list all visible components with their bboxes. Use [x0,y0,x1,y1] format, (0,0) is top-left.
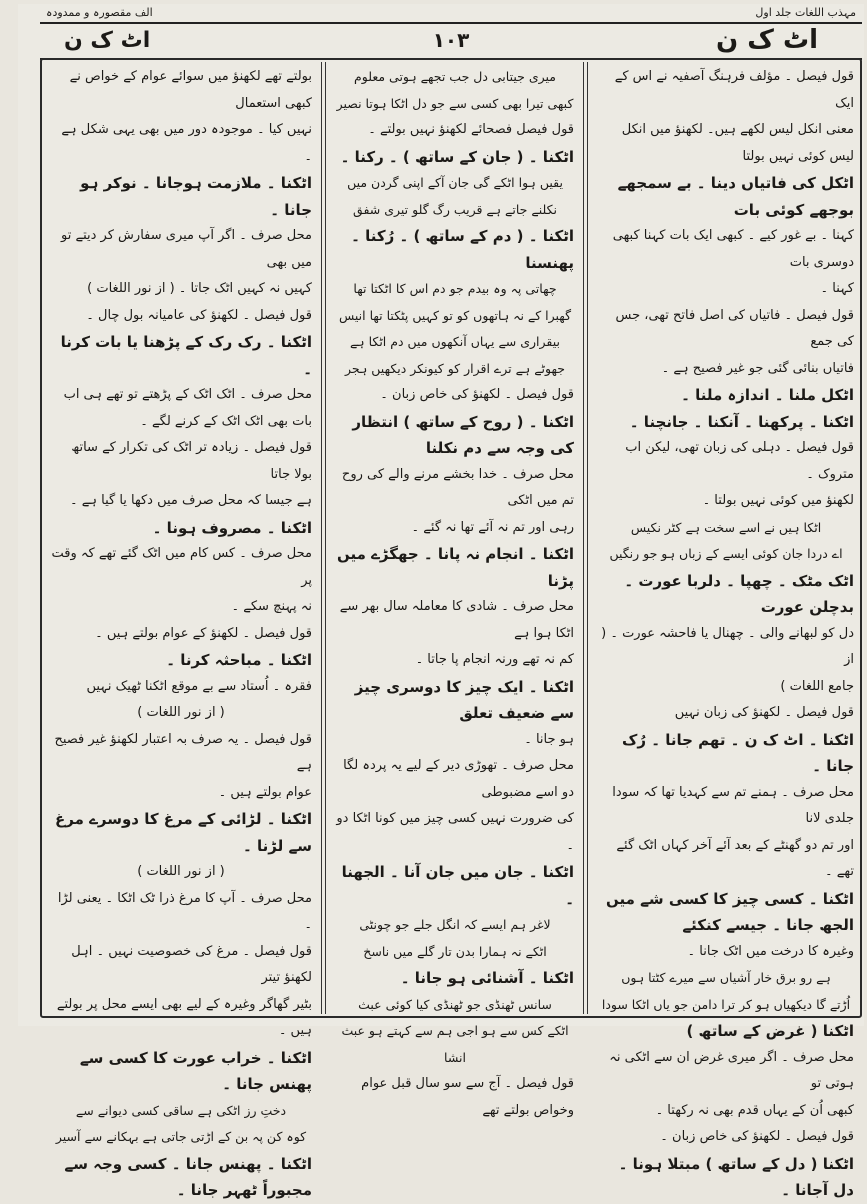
title-bar [40,22,862,60]
entry-headword-line: اٹکنا ۔ پرکھنا ۔ آنکنا ۔ جانچنا ۔ [629,412,854,431]
entry-text-line: لکھنؤ میں کوئی نہیں بولتا ۔ [702,493,854,508]
column-divider [583,62,588,1014]
entry-text-line: قول فیصل فصحائے لکھنؤ نہیں بولتے ۔ [368,122,574,137]
entry-text-line: محل صرف ۔ ہمنے تم سے کہدیا تھا کہ سودا جلدی لانا [612,784,854,826]
entry-text-line: قول فیصل ۔ لکھنؤ کی خاص زبان ۔ [380,387,574,402]
entry-headword-line: اٹکنا ۔ مباحثہ کرنا ۔ [166,651,312,669]
entry-text-line: معنی انکل لیس لکھے ہیں۔ لکھنؤ میں انکل لیس کوئی نہیں بولتا [621,122,854,164]
entry-text-line: جامع اللغات ) [780,678,854,694]
entry-headword-line: اٹکنا ۔ ( روح کے ساتھ ) انتظار کی وجہ سے دم نکلنا [352,412,574,457]
verse-line: کوہ کن پہ بن کے اڑتی جاتی ہے بہکانے سے آسیر [55,1129,307,1144]
verse-line: دختِ رز اٹکی ہے ساقی کسی دیوانے سے [75,1102,287,1118]
entry-headword-line: اٹکل ملنا ۔ اندازہ ملنا ۔ [681,386,854,404]
entry-text-line: عوام بولتے ہیں ۔ [218,784,312,800]
book-title: مہذب اللغات جلد اول [755,6,856,19]
entry-text-line: قول فیصل ۔ لکھنؤ کی عامیانہ بول چال ۔ [86,307,312,323]
entry-text-line: قول فیصل ۔ دہلی کی زبان تھی، لیکن اب متروک ۔ [625,440,854,482]
column-right [598,64,854,1199]
entry-headword-line: اٹکنا ۔ مصروف ہونا ۔ [152,518,312,537]
entry-text-line: کی ضرورت نہیں کسی چیز میں کونا اٹکا دو ۔ [336,811,574,853]
verse-line: بیقراری سے یہاں آنکھوں میں دم اٹکا ہے [349,334,561,349]
entry-text-line: نہ پہنچ سکے ۔ [231,599,312,614]
entry-text-line: نہیں کیا ۔ موجودہ دور میں بھی یہی شکل ہے ۔ [61,122,312,164]
verse-line: سانس ٹھنڈی جو ٹھنڈی کیا کوئی عبث [358,996,552,1012]
entry-text-line: کہیں نہ کہیں اٹک جاتا ۔ ( از نور اللغات ) [87,281,312,296]
entry-text-line: دل کو لبھانے والی ۔ چھنال یا فاحشہ عورت ۔ ( از [601,625,854,667]
entry-text-line: محل صرف ۔ اٹک اٹک کے پڑھتے تو تھے ہی اب [63,387,312,402]
entry-text-line: قول فیصل ۔ لکھنؤ کے عوام بولتے ہیں ۔ [95,625,312,641]
entry-text-line: بات بھی اٹک اٹک کے کرنے لگے ۔ [140,413,312,429]
guide-word-left: اٹ ک ن [64,28,151,53]
entry-headword-line: اٹکنا ۔ ملازمت ہوجانا ۔ نوکر ہو جانا ۔ [80,174,312,219]
entry-headword-line: اٹکنا ۔ پھنس جانا ۔ کسی وجہ سے مجبوراً ٹھہر جانا ۔ [64,1154,312,1199]
entry-headword-line: اٹکنا ۔ کسی چیز کا کسی شے میں الجھ جانا ۔ جیسے کنکئے [606,889,854,934]
entry-text-line: قول فیصل ۔ مرغ کی خصوصیت نہیں ۔ اہل لکھنؤ تیتر [71,943,312,985]
entry-headword-line: اٹک مٹک ۔ چھپا ۔ دلربا عورت ۔ بدچلن عورت [624,571,854,616]
entry-text-line: قول فیصل ۔ زیادہ تر اٹک کی تکرار کے ساتھ بولا جاتا [71,440,312,482]
column-divider [321,62,326,1014]
page-number: ۱۰۳ [432,28,470,52]
entry-headword-line: اٹکنا ۔ ایک چیز کا دوسری چیز سے ضعیف تعلق [354,677,574,722]
entry-text-line: کہنا ۔ بے غور کیے ۔ کبھی ایک بات کہنا کبھی دوسری بات [612,228,854,270]
entry-headword-line: اٹکنا ۔ اٹ ک ن ۔ تھم جانا ۔ رُک جانا ۔ [622,730,854,775]
entry-text-line: بولتے تھے لکھنؤ میں سوائے عوام کے خواص نے کبھی استعمال [69,69,312,111]
entry-text-line: قول فیصل ۔ لکھنؤ کی خاص زبان ۔ [660,1129,854,1144]
entry-headword-line: اٹکنا ۔ انجام نہ پانا ۔ جھگڑے میں پڑنا [336,545,574,590]
entry-text-line: وغیرہ کا درخت میں اٹک جانا ۔ [687,943,854,959]
entry-text-line: فاتیاں بنائی گئی جو غیر فصیح ہے ۔ [661,360,854,376]
entry-text-line: محل صرف ۔ شادی کا معاملہ سال بھر سے اٹکا ہوا ہے [339,599,574,641]
entry-headword-line: اٹکنا ۔ ( دم کے ساتھ ) ۔ رُکنا ۔ پھنسنا [351,227,574,272]
section-label: الف مقصورہ و ممدودہ [46,6,153,19]
entry-text-line: کم نہ تھے ورنہ انجام پا جاتا ۔ [415,652,574,667]
entry-text-line: قول فیصل ۔ آج سے سو سال قبل عوام وخواص بولتے تھے [361,1076,574,1118]
verse-line: اٹکا ہیں نے اسے سخت ہے کٹر نکیس [630,519,822,535]
entry-text-line: قول فیصل ۔ مؤلف فرہنگ آصفیہ نے اس کے ایک [614,69,854,111]
entry-text-line: کبھی اُن کے یہاں قدم بھی نہ رکھتا ۔ [655,1102,854,1118]
column-frame [40,58,862,1199]
entry-text-line: کہنا ۔ [820,281,854,296]
guide-word-right: اٹ ک ن [716,25,818,55]
entry-headword-line: اٹکل کی فاتیاں دینا ۔ بے سمجھے بوجھے کوئی بات [617,174,854,219]
entry-headword-line: اٹکنا ۔ آشنائی ہو جانا ۔ [400,969,574,987]
entry-text-line: محل صرف ۔ آپ کا مرغ ذرا ٹک اٹکا ۔ یعنی لڑا ۔ [57,890,312,932]
column-middle [336,64,574,1118]
entry-text-line: ہے جیسا کہ محل صرف میں دکھا یا گیا ہے ۔ [70,493,312,508]
verse-line: میری جیتابی دل جب تجھے ہوتی معلوم [354,69,556,84]
entry-text-line: قول فیصل ۔ یہ صرف بہ اعتبار لکھنؤ غیر فصیح ہے [54,731,312,773]
verse-line: چھاتی پہ وہ بیدم جو دم اس کا اٹکتا تھا [353,281,557,296]
entry-text-line: محل صرف ۔ اگر میری غرض ان سے اٹکی نہ ہوتی تو [609,1049,854,1091]
entry-text-line: رہی اور تم نہ آئے تھا نہ گئے ۔ [411,519,574,535]
verse-line: ہے رو برق خار آشیاں سے میرے کٹتا ہوں [621,970,831,985]
verse-line: جھوٹے ہے ترے اقرار کو کیونکر دیکھیں ہجر [345,360,565,376]
verse-line: لاغر ہم ایسے کہ انگل جلے جو چونٹی [359,917,551,932]
verse-line: یقیں ہوا اٹکے گی جان آکے اپنی گردن میں [347,175,563,190]
entry-headword-line: اٹکنا ۔ جان میں جان آنا ۔ الجھنا ۔ [341,863,574,908]
verse-line: اٹکے کس سے ہو اجی ہم سے کہتے ہو عبث انشا [341,1023,569,1065]
entry-text-line: محل صرف ۔ خدا بخشے مرنے والے کی روح تم میں اٹکی [341,466,574,508]
verse-line: اُڑتے گا دیکھیاں ہو کر ترا دامن جو یاں اٹکا سودا [601,996,851,1012]
verse-line: نکلنے جاتے ہے قریب رگ گلو تیری شفق [353,201,557,217]
entry-headword-line: اٹکنا ۔ لڑائی کے مرغ کا دوسرے مرغ سے لڑنا ۔ [55,810,312,855]
entry-text-line: محل صرف ۔ اگر آپ میری سفارش کر دیتے تو میں بھی [61,228,312,270]
entry-text-line: بٹیر گھاگر وغیرہ کے لیے بھی ایسے محل پر بولتے ہیں ۔ [56,996,312,1038]
entry-text-line: ہو جانا ۔ [524,731,574,747]
verse-line: کبھی تیرا بھی کسی سے جو دل اٹکا ہوتا نصیر [336,95,574,111]
verse-line: اٹکے نہ ہمارا بدن تار گلے میں ناسخ [363,943,547,959]
citation-line: ( از نور اللغات ) [137,864,225,879]
entry-text-line: محل صرف ۔ کس کام میں اٹک گئے تھے کہ وقت پر [51,546,312,588]
entry-text-line: قول فیصل ۔ فاتیاں کی اصل فاتح تھی، جس کی جمع [615,307,854,349]
entry-text-line: فقرہ ۔ اُستاد سے بے موقع اٹکنا ٹھیک نہیں [86,678,312,694]
entry-headword-line: اٹکنا ( غرض کے ساتھ ) [686,1022,854,1040]
entry-headword-line: اٹکنا ۔ رک رک کے پڑھنا یا بات کرنا ۔ [60,333,312,378]
entry-text-line: محل صرف ۔ تھوڑی دیر کے لیے یہ پردہ لگا دو اسے مضبوطی [343,758,574,800]
entry-text-line: اور تم دو گھنٹے کے بعد آئے آخر کہاں اٹک گئے تھے ۔ [616,837,854,879]
verse-line: اے دردا جان کوئی ایسے کے زباں ہو جو رنگیں [609,546,843,561]
entry-headword-line: اٹکنا ۔ خراب عورت کا کسی سے پھنس جانا ۔ [79,1048,312,1093]
column-left [50,64,312,1199]
citation-line: ( از نور اللغات ) [137,705,225,720]
verse-line: گھبرا کے نہ ہاتھوں کو تو کہیں پٹکتا تھا انیس [338,307,572,323]
running-header [18,6,864,22]
entry-headword-line: اٹکنا ۔ ( جان کے ساتھ ) ۔ رکنا ۔ [340,147,574,166]
dictionary-page [18,4,864,1199]
entry-text-line: قول فیصل ۔ لکھنؤ کی زبان نہیں [674,705,854,720]
entry-headword-line: اٹکنا ( دل کے ساتھ ) مبتلا ہونا ۔ دل آجانا ۔ [618,1154,854,1199]
